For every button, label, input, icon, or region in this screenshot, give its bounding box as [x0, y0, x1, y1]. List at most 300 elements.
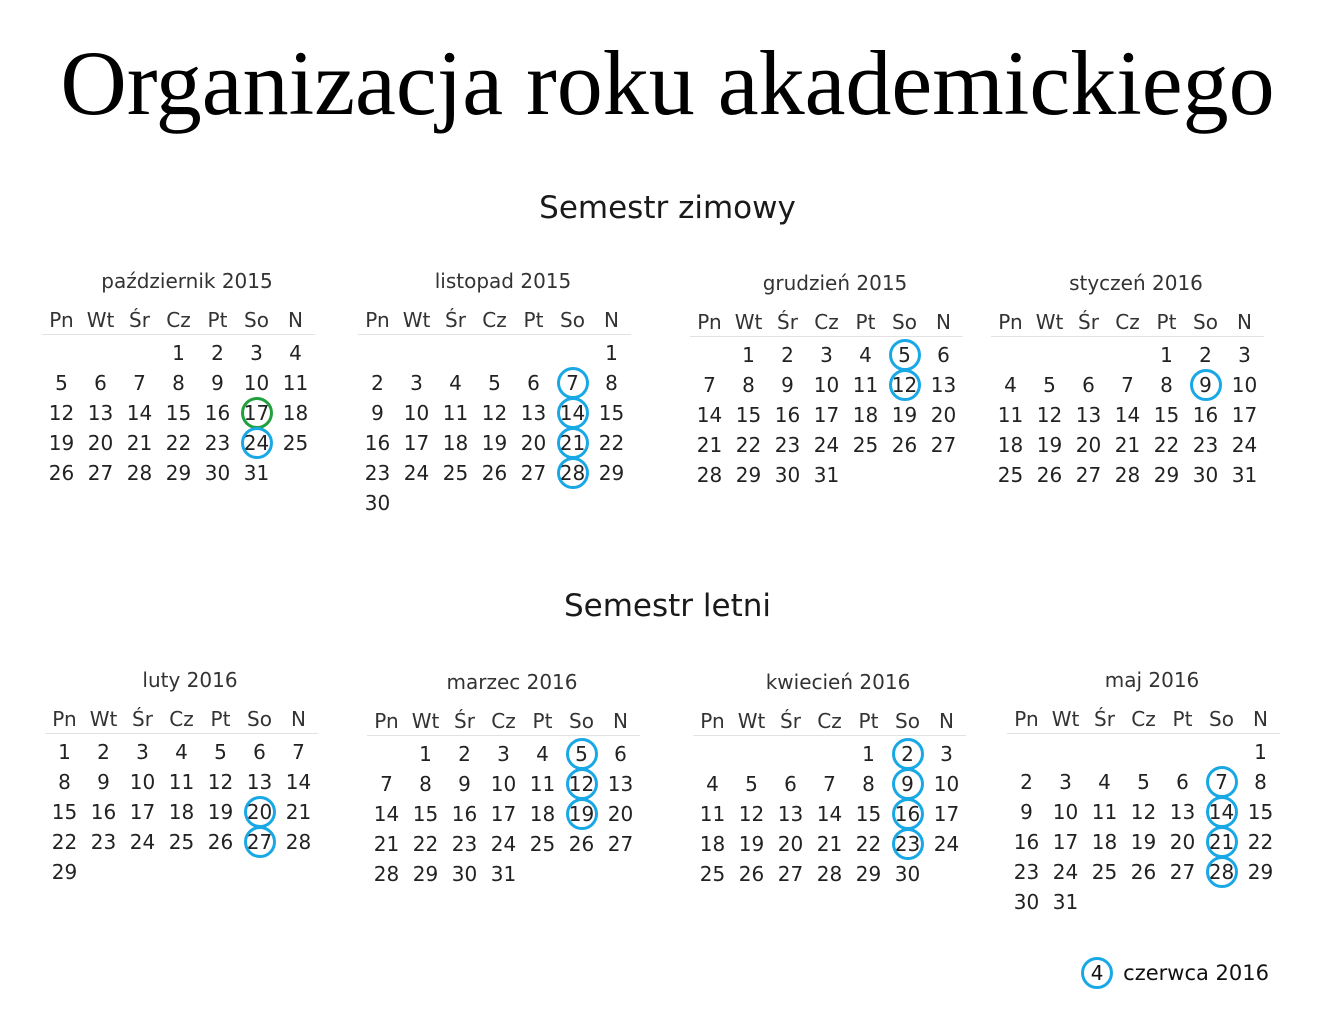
day-cell: 13 — [246, 770, 273, 794]
day-cell: 4 — [1004, 373, 1017, 397]
weekday-header: Cz — [162, 705, 201, 734]
day-cell: 26 — [207, 830, 234, 854]
weekday-header: So — [888, 707, 927, 736]
day-cell: 19 — [481, 431, 508, 455]
day-cell: 24 — [1052, 860, 1079, 884]
day-cell: 30 — [774, 463, 801, 487]
day-cell: 2 — [458, 742, 471, 766]
month-title: styczeń 2016 — [1069, 271, 1203, 295]
day-cell: 15 — [412, 802, 439, 826]
semester-title-summer: Semestr letni — [563, 588, 772, 624]
day-cell: 31 — [243, 461, 270, 485]
day-cell: 11 — [1091, 800, 1118, 824]
day-cell-circled: 28 — [1202, 857, 1241, 887]
weekday-header: Pt — [1163, 705, 1202, 734]
weekday-header: Wt — [397, 306, 436, 335]
day-cell: 9 — [458, 772, 471, 796]
day-cell: 28 — [126, 461, 153, 485]
day-cell: 6 — [94, 371, 107, 395]
day-cell: 29 — [165, 461, 192, 485]
day-cell: 29 — [1247, 860, 1274, 884]
day-cell-circled: 28 — [553, 458, 592, 488]
day-cell-circled: 14 — [1202, 797, 1241, 827]
day-cell: 18 — [1091, 830, 1118, 854]
day-cell: 31 — [490, 862, 517, 886]
day-cell: 4 — [175, 740, 188, 764]
day-cell: 14 — [373, 802, 400, 826]
month-grid — [1007, 705, 1297, 917]
day-cell: 14 — [696, 403, 723, 427]
day-cell: 20 — [520, 431, 547, 455]
day-cell: 17 — [490, 802, 517, 826]
day-cell: 27 — [607, 832, 634, 856]
weekday-header: Wt — [1030, 308, 1069, 337]
day-cell: 23 — [204, 431, 231, 455]
day-cell: 29 — [855, 862, 882, 886]
day-cell: 22 — [51, 830, 78, 854]
day-cell: 4 — [536, 742, 549, 766]
weekday-header: Pn — [690, 308, 729, 337]
day-cell: 3 — [250, 341, 263, 365]
day-cell: 8 — [862, 772, 875, 796]
day-cell: 8 — [419, 772, 432, 796]
semester-title-winter: Semestr zimowy — [539, 190, 796, 226]
day-cell-circled: 7 — [1202, 767, 1241, 797]
day-cell-circled: 20 — [240, 797, 279, 827]
day-cell: 12 — [207, 770, 234, 794]
day-cell: 29 — [412, 862, 439, 886]
day-cell: 2 — [781, 343, 794, 367]
day-cell: 31 — [1052, 890, 1079, 914]
empty-day-cell — [81, 338, 120, 368]
day-cell: 3 — [136, 740, 149, 764]
day-cell: 3 — [940, 742, 953, 766]
weekday-header: Cz — [810, 707, 849, 736]
day-cell: 18 — [529, 802, 556, 826]
weekday-header: Pt — [198, 306, 237, 335]
day-cell: 31 — [813, 463, 840, 487]
day-cell: 29 — [598, 461, 625, 485]
day-cell: 25 — [168, 830, 195, 854]
day-cell: 15 — [1153, 403, 1180, 427]
empty-day-cell — [1085, 737, 1124, 767]
day-cell: 15 — [1247, 800, 1274, 824]
empty-day-cell — [1069, 340, 1108, 370]
day-cell: 26 — [481, 461, 508, 485]
day-cell: 1 — [419, 742, 432, 766]
day-cell: 15 — [165, 401, 192, 425]
day-cell: 5 — [1137, 770, 1150, 794]
empty-day-cell — [1007, 737, 1046, 767]
calendar-month — [690, 268, 980, 490]
day-cell: 11 — [997, 403, 1024, 427]
day-cell: 16 — [204, 401, 231, 425]
day-cell: 3 — [1059, 770, 1072, 794]
day-cell: 17 — [129, 800, 156, 824]
day-cell: 15 — [855, 802, 882, 826]
day-cell: 24 — [490, 832, 517, 856]
day-cell: 18 — [852, 403, 879, 427]
weekday-header: Pt — [1147, 308, 1186, 337]
day-cell: 12 — [738, 802, 765, 826]
day-cell: 6 — [784, 772, 797, 796]
weekday-header: So — [562, 707, 601, 736]
weekday-header: Pn — [45, 705, 84, 734]
day-cell-circled: 21 — [553, 428, 592, 458]
day-cell: 28 — [285, 830, 312, 854]
weekday-header: Pn — [358, 306, 397, 335]
day-cell-circled: 12 — [885, 370, 924, 400]
empty-day-cell — [553, 338, 592, 368]
day-cell: 29 — [51, 860, 78, 884]
day-cell: 23 — [90, 830, 117, 854]
weekday-header: Wt — [406, 707, 445, 736]
day-cell: 13 — [607, 772, 634, 796]
day-cell: 22 — [855, 832, 882, 856]
weekday-header: Wt — [81, 306, 120, 335]
weekday-header: N — [276, 306, 315, 335]
weekday-header: Śr — [1069, 308, 1108, 337]
day-cell: 17 — [1052, 830, 1079, 854]
day-cell: 20 — [607, 802, 634, 826]
day-cell: 17 — [403, 431, 430, 455]
day-cell: 22 — [598, 431, 625, 455]
day-cell: 26 — [738, 862, 765, 886]
day-cell: 6 — [527, 371, 540, 395]
empty-day-cell — [436, 338, 475, 368]
legend-text: czerwca 2016 — [1123, 961, 1269, 985]
weekday-header: So — [240, 705, 279, 734]
day-cell: 22 — [1247, 830, 1274, 854]
empty-day-cell — [1202, 737, 1241, 767]
day-cell: 10 — [243, 371, 270, 395]
weekday-header: So — [237, 306, 276, 335]
day-cell-circled: 9 — [888, 769, 927, 799]
day-cell: 20 — [1075, 433, 1102, 457]
day-cell: 10 — [403, 401, 430, 425]
day-cell: 12 — [481, 401, 508, 425]
day-cell: 10 — [490, 772, 517, 796]
legend — [1081, 956, 1269, 990]
day-cell: 10 — [1052, 800, 1079, 824]
month-grid — [991, 308, 1281, 490]
day-cell: 17 — [933, 802, 960, 826]
weekday-header: Wt — [84, 705, 123, 734]
weekday-header: Pt — [514, 306, 553, 335]
day-cell: 5 — [214, 740, 227, 764]
calendar-month — [42, 266, 332, 488]
day-cell: 24 — [403, 461, 430, 485]
day-cell: 5 — [488, 371, 501, 395]
day-cell: 27 — [1169, 860, 1196, 884]
day-cell: 10 — [1231, 373, 1258, 397]
weekday-header: Wt — [732, 707, 771, 736]
weekday-header: Pt — [523, 707, 562, 736]
weekday-header: Śr — [445, 707, 484, 736]
weekday-header: Wt — [729, 308, 768, 337]
weekday-header: Cz — [1108, 308, 1147, 337]
weekday-header: So — [1186, 308, 1225, 337]
day-cell: 18 — [168, 800, 195, 824]
day-cell: 13 — [520, 401, 547, 425]
day-cell: 8 — [172, 371, 185, 395]
day-cell: 1 — [58, 740, 71, 764]
day-cell: 19 — [738, 832, 765, 856]
day-cell-circled: 12 — [562, 769, 601, 799]
empty-day-cell — [1108, 340, 1147, 370]
day-cell: 7 — [703, 373, 716, 397]
day-cell: 26 — [568, 832, 595, 856]
weekday-header: Śr — [1085, 705, 1124, 734]
day-cell: 18 — [442, 431, 469, 455]
day-cell: 20 — [87, 431, 114, 455]
day-cell: 3 — [497, 742, 510, 766]
weekday-header: So — [553, 306, 592, 335]
weekday-header: N — [924, 308, 963, 337]
day-cell: 2 — [211, 341, 224, 365]
day-cell: 30 — [364, 491, 391, 515]
day-cell: 19 — [207, 800, 234, 824]
day-cell: 13 — [1169, 800, 1196, 824]
day-cell: 21 — [373, 832, 400, 856]
empty-day-cell — [120, 338, 159, 368]
day-cell: 22 — [735, 433, 762, 457]
day-cell: 12 — [1036, 403, 1063, 427]
page-title: Organizacja roku akademickiego — [60, 32, 1275, 134]
calendar-month — [693, 667, 983, 889]
day-cell-circled: 9 — [1186, 370, 1225, 400]
day-cell: 26 — [891, 433, 918, 457]
weekday-header: N — [1225, 308, 1264, 337]
day-cell: 22 — [165, 431, 192, 455]
month-title: listopad 2015 — [434, 269, 572, 293]
day-cell: 11 — [282, 371, 309, 395]
day-cell: 12 — [1130, 800, 1157, 824]
day-cell: 3 — [1238, 343, 1251, 367]
day-cell: 30 — [1013, 890, 1040, 914]
day-cell: 27 — [1075, 463, 1102, 487]
day-cell: 15 — [51, 800, 78, 824]
day-cell: 28 — [696, 463, 723, 487]
day-cell-circled-green: 17 — [237, 398, 276, 428]
day-cell: 11 — [699, 802, 726, 826]
day-cell: 22 — [1153, 433, 1180, 457]
day-cell-circled: 19 — [562, 799, 601, 829]
day-cell: 25 — [529, 832, 556, 856]
day-cell: 21 — [285, 800, 312, 824]
weekday-header: N — [592, 306, 631, 335]
weekday-header: Pt — [201, 705, 240, 734]
day-cell: 6 — [253, 740, 266, 764]
month-grid — [690, 308, 980, 490]
day-cell: 5 — [745, 772, 758, 796]
day-cell: 10 — [933, 772, 960, 796]
month-title: grudzień 2015 — [762, 271, 908, 295]
day-cell: 2 — [1199, 343, 1212, 367]
day-cell-circled: 23 — [888, 829, 927, 859]
month-title: luty 2016 — [142, 668, 238, 692]
month-title: kwiecień 2016 — [765, 670, 911, 694]
month-grid — [45, 705, 335, 887]
legend-circle — [1081, 957, 1113, 989]
day-cell: 2 — [371, 371, 384, 395]
day-cell: 17 — [813, 403, 840, 427]
day-cell-circled: 16 — [888, 799, 927, 829]
day-cell: 8 — [742, 373, 755, 397]
day-cell: 6 — [614, 742, 627, 766]
day-cell: 1 — [605, 341, 618, 365]
day-cell-circled: 5 — [562, 739, 601, 769]
day-cell: 1 — [742, 343, 755, 367]
empty-day-cell — [1163, 737, 1202, 767]
day-cell: 13 — [1075, 403, 1102, 427]
day-cell: 8 — [1254, 770, 1267, 794]
weekday-header: Pn — [693, 707, 732, 736]
day-cell: 16 — [364, 431, 391, 455]
day-cell: 25 — [997, 463, 1024, 487]
day-cell: 4 — [706, 772, 719, 796]
day-cell: 20 — [777, 832, 804, 856]
weekday-header: Śr — [120, 306, 159, 335]
month-title: marzec 2016 — [446, 670, 578, 694]
weekday-header: Pn — [991, 308, 1030, 337]
weekday-header: N — [601, 707, 640, 736]
day-cell-circled: 7 — [553, 368, 592, 398]
day-cell: 13 — [777, 802, 804, 826]
day-cell: 1 — [862, 742, 875, 766]
day-cell: 26 — [1130, 860, 1157, 884]
day-cell: 16 — [774, 403, 801, 427]
day-cell: 11 — [852, 373, 879, 397]
day-cell: 26 — [48, 461, 75, 485]
day-cell: 31 — [1231, 463, 1258, 487]
weekday-header: N — [1241, 705, 1280, 734]
day-cell: 7 — [292, 740, 305, 764]
day-cell: 9 — [1020, 800, 1033, 824]
day-cell: 6 — [937, 343, 950, 367]
day-cell: 7 — [380, 772, 393, 796]
empty-day-cell — [732, 739, 771, 769]
day-cell: 27 — [777, 862, 804, 886]
day-cell: 16 — [451, 802, 478, 826]
empty-day-cell — [514, 338, 553, 368]
day-cell: 7 — [823, 772, 836, 796]
empty-day-cell — [358, 338, 397, 368]
weekday-header: Cz — [1124, 705, 1163, 734]
day-cell: 7 — [1121, 373, 1134, 397]
day-cell: 8 — [605, 371, 618, 395]
day-cell: 30 — [1192, 463, 1219, 487]
weekday-header: Śr — [436, 306, 475, 335]
day-cell: 25 — [282, 431, 309, 455]
day-cell: 30 — [204, 461, 231, 485]
weekday-header: Pt — [846, 308, 885, 337]
weekday-header: So — [1202, 705, 1241, 734]
weekday-header: Pn — [1007, 705, 1046, 734]
day-cell: 25 — [442, 461, 469, 485]
day-cell: 16 — [1192, 403, 1219, 427]
weekday-header: Śr — [123, 705, 162, 734]
day-cell: 14 — [1114, 403, 1141, 427]
day-cell: 24 — [933, 832, 960, 856]
empty-day-cell — [771, 739, 810, 769]
day-cell: 7 — [133, 371, 146, 395]
empty-day-cell — [42, 338, 81, 368]
weekday-header: Pt — [849, 707, 888, 736]
day-cell: 4 — [859, 343, 872, 367]
day-cell-circled: 21 — [1202, 827, 1241, 857]
day-cell: 23 — [364, 461, 391, 485]
weekday-header: Śr — [771, 707, 810, 736]
month-grid — [367, 707, 657, 889]
weekday-header: Pn — [42, 306, 81, 335]
empty-day-cell — [693, 739, 732, 769]
weekday-header: Cz — [475, 306, 514, 335]
day-cell-circled: 2 — [888, 739, 927, 769]
day-cell: 24 — [129, 830, 156, 854]
month-grid — [693, 707, 983, 889]
day-cell: 9 — [97, 770, 110, 794]
day-cell: 6 — [1176, 770, 1189, 794]
day-cell: 23 — [1192, 433, 1219, 457]
day-cell: 24 — [813, 433, 840, 457]
day-cell: 9 — [371, 401, 384, 425]
day-cell: 29 — [735, 463, 762, 487]
weekday-header: Śr — [768, 308, 807, 337]
day-cell: 4 — [449, 371, 462, 395]
empty-day-cell — [810, 739, 849, 769]
day-cell: 28 — [816, 862, 843, 886]
weekday-header: N — [927, 707, 966, 736]
day-cell: 23 — [451, 832, 478, 856]
day-cell: 9 — [211, 371, 224, 395]
day-cell: 1 — [172, 341, 185, 365]
calendar-month — [358, 266, 648, 518]
empty-day-cell — [397, 338, 436, 368]
day-cell: 24 — [1231, 433, 1258, 457]
day-cell: 1 — [1160, 343, 1173, 367]
day-cell: 25 — [852, 433, 879, 457]
empty-day-cell — [367, 739, 406, 769]
day-cell: 3 — [820, 343, 833, 367]
day-cell: 5 — [55, 371, 68, 395]
day-cell: 13 — [87, 401, 114, 425]
day-cell: 18 — [699, 832, 726, 856]
day-cell: 25 — [1091, 860, 1118, 884]
day-cell: 14 — [126, 401, 153, 425]
weekday-header: Cz — [484, 707, 523, 736]
day-cell: 21 — [126, 431, 153, 455]
legend-day: 4 — [1090, 961, 1104, 985]
day-cell: 27 — [930, 433, 957, 457]
calendar-month — [45, 665, 335, 887]
empty-day-cell — [475, 338, 514, 368]
weekday-header: Pn — [367, 707, 406, 736]
day-cell: 29 — [1153, 463, 1180, 487]
day-cell: 23 — [774, 433, 801, 457]
day-cell: 14 — [285, 770, 312, 794]
day-cell: 19 — [48, 431, 75, 455]
day-cell: 18 — [282, 401, 309, 425]
weekday-header: N — [279, 705, 318, 734]
day-cell: 8 — [58, 770, 71, 794]
day-cell: 30 — [451, 862, 478, 886]
empty-day-cell — [1030, 340, 1069, 370]
day-cell: 10 — [813, 373, 840, 397]
day-cell: 3 — [410, 371, 423, 395]
day-cell: 9 — [781, 373, 794, 397]
day-cell: 22 — [412, 832, 439, 856]
